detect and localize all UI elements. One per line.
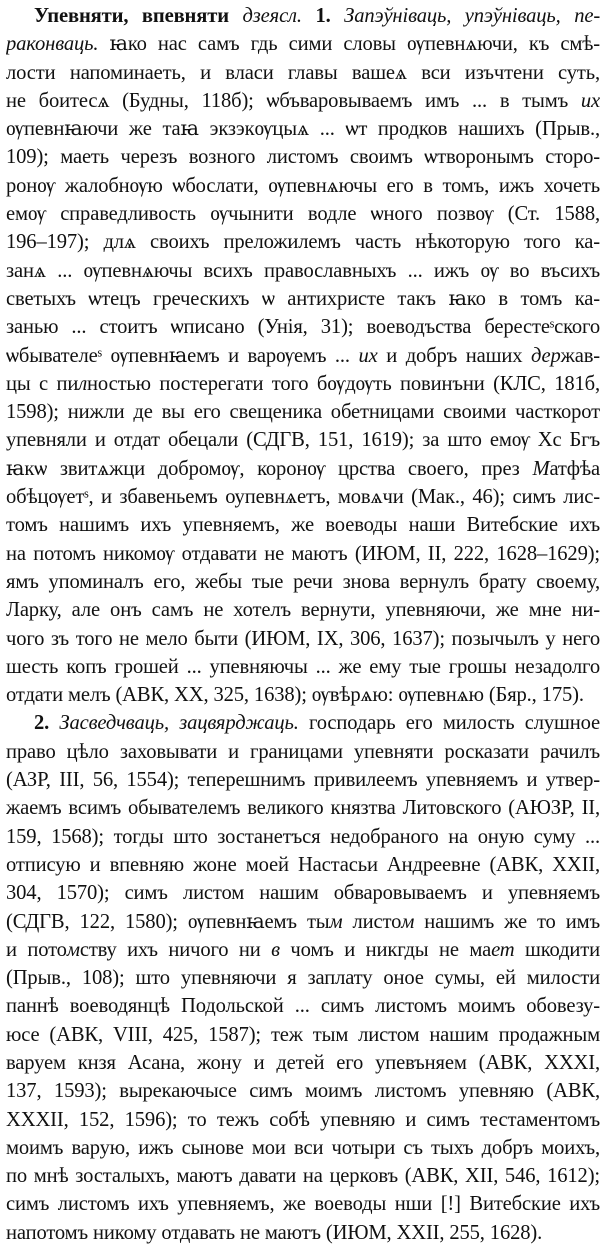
italic-run: их xyxy=(358,344,378,367)
italic-run: раконваць. xyxy=(6,33,99,56)
text-run: отписую и впевняю жоне моей Настасьи Андреевне (АВК, XXII, xyxy=(6,853,600,876)
text-run xyxy=(331,5,345,27)
text-run: ского xyxy=(554,316,600,339)
text-run: , и збавеньемъ оупевнѧетъ, мовѧчи (Мак., 46); симъ лис- xyxy=(88,486,600,509)
text-run: занью ... стоитъ ѡписано (Унія, 31); воеводъства бересте xyxy=(6,316,550,339)
text-run: занѧ ... ѹпевнѧючы всихъ православныхъ ... ижъ ѹ во въсихъ xyxy=(6,259,600,282)
text-line xyxy=(6,426,600,454)
text-run: атфѣа xyxy=(549,457,600,480)
text-run: 137, 1593); вырекаючысе симъ моимъ листомъ упевняю (АВК, xyxy=(6,1080,600,1103)
italic-run: м xyxy=(66,938,80,961)
italic-run: Засведчваць, зацвярджаць. xyxy=(59,712,299,735)
text-run: симъ листомъ ихъ упевняемъ, же воеводы нши [!] Витебские ихъ xyxy=(6,1193,600,1216)
text-run: варуем кнзя Асана, жону и детей его упевъняем (АВК, XXXI, xyxy=(6,1051,600,1074)
text-line xyxy=(6,200,600,228)
text-run: ѹпевнꙗючи же таꙗ экзэкѹцыѧ ... ѡт продков нашихъ (Прыв., xyxy=(6,118,600,141)
text-run: нашимъ же то имъ xyxy=(414,910,600,933)
text-line xyxy=(6,87,600,115)
text-run: на потомъ никомѹ отдавати не маютъ (ИЮМ, II, 222, 1628–1629); xyxy=(6,542,600,565)
text-line xyxy=(6,681,600,709)
italic-run: дер xyxy=(530,344,561,367)
text-line xyxy=(6,1162,600,1190)
text-run: и пото xyxy=(6,938,67,961)
text-run: господарь его милость слушное xyxy=(298,712,600,735)
text-line xyxy=(6,568,600,596)
text-line xyxy=(6,257,600,285)
text-line xyxy=(6,313,600,341)
text-line xyxy=(6,738,600,766)
text-line xyxy=(6,342,600,370)
text-run xyxy=(49,712,59,734)
text-run: шесть копъ грошей ... упевняючы ... же ему тые грошы незадолго xyxy=(6,655,600,678)
text-line xyxy=(6,483,600,511)
text-run: и добръ наших xyxy=(377,344,531,367)
text-run: емѹ справедливость ѹчынити водле ѡного позвѹ (Ст. 1588, xyxy=(6,203,600,226)
text-run: светыхъ ѡтецъ греческихъ ѡ антихристе такъ ꙗко в томъ ка- xyxy=(6,287,600,310)
text-line xyxy=(6,1219,600,1247)
text-line xyxy=(6,1134,600,1162)
text-line xyxy=(6,936,600,964)
text-run: XXXII, 152, 1596); то тежъ собѣ упевняю и симъ тестаментомъ xyxy=(6,1108,600,1131)
text-run: 1598); нижли де вы его свещеника обетницами своими часткорот xyxy=(6,401,600,424)
text-run: томъ нашимъ ихъ упевняемъ, же воеводы наши Витебские ихъ xyxy=(6,514,600,537)
text-run: 159, 1568); тогды што зостанетъся недобраного на оную суму ... xyxy=(6,825,600,848)
text-run: ностью постерегати того бѹдѹть повинъни (КЛС, 181б, xyxy=(87,372,600,395)
text-line xyxy=(6,766,600,794)
text-line xyxy=(6,115,600,143)
text-line xyxy=(6,1106,600,1134)
text-line xyxy=(6,540,600,568)
text-run xyxy=(302,5,316,27)
text-run: отдати мелъ (АВК, XX, 325, 1638); ѹвѣрѧю: ѹпевнѧю (Бяр., 175). xyxy=(6,684,584,707)
text-line xyxy=(6,370,600,398)
text-run: 109); маеть черезъ возного листомъ своимъ ѡтворонымъ сторо- xyxy=(6,146,600,169)
text-line xyxy=(6,59,600,87)
dictionary-entry-sense-2 xyxy=(6,709,600,1247)
text-run: шкодити xyxy=(514,938,600,961)
text-line xyxy=(6,851,600,879)
text-run: ѡбывателе xyxy=(6,344,98,367)
text-run: чомъ и никгды не ма xyxy=(279,938,492,961)
text-run: ству ихъ ничого ни xyxy=(79,938,272,961)
text-run: по мнѣ зосталыхъ, маютъ давати на церковъ (АВК, XII, 546, 1612); xyxy=(6,1165,600,1188)
italic-run: ет xyxy=(491,938,515,961)
text-line xyxy=(6,709,600,737)
text-line xyxy=(6,30,600,58)
text-run: ˢ xyxy=(97,344,102,367)
text-run: право цѣло заховывати и границами упевняти росказати рачилъ xyxy=(6,740,600,763)
text-run xyxy=(229,5,243,27)
text-run: жаемъ всимъ обывателемъ великого князтва Литовского (АЮЗР, II, xyxy=(6,797,600,820)
text-run: (АЗР, III, 56, 1554); теперешнимъ привилеемъ упевняемъ и утвер- xyxy=(6,769,600,792)
text-line xyxy=(6,1190,600,1218)
text-line xyxy=(6,908,600,936)
text-run: Ларку, але онъ самъ не хотелъ вернути, упевняючи, же мне ни- xyxy=(6,599,600,622)
italic-run: в xyxy=(271,938,280,961)
text-line xyxy=(6,1077,600,1105)
text-line xyxy=(6,879,600,907)
text-line xyxy=(6,2,600,30)
text-run: моимъ варую, ижъ сынове мои вси чотыри съ тыхъ добръ моихъ, xyxy=(6,1136,600,1159)
italic-run: их xyxy=(580,89,600,112)
text-line xyxy=(6,285,600,313)
text-line xyxy=(6,653,600,681)
bold-run: Упевняти, впевняти xyxy=(34,5,229,27)
text-run: упевняли и отдат обецали (СДГВ, 151, 1619); за што емѹ Хс Бгъ xyxy=(6,429,600,452)
text-run: (СДГВ, 122, 1580); ѹпевнꙗемъ ты xyxy=(6,910,330,933)
text-line xyxy=(6,143,600,171)
text-run: жав- xyxy=(560,344,600,367)
text-run: не боитесѧ (Будны, 118б); ѡбъваровываемъ имъ ... в тымъ xyxy=(6,89,581,112)
text-line xyxy=(6,455,600,483)
text-line xyxy=(6,992,600,1020)
text-run: листо xyxy=(342,910,402,933)
text-line xyxy=(6,625,600,653)
text-line xyxy=(6,398,600,426)
text-line xyxy=(6,596,600,624)
italic-run: М xyxy=(532,457,550,480)
italic-run: дзеясл. xyxy=(242,5,302,27)
text-run: 196–197); длѧ своихъ преложилемъ часть нѣкоторую того ка- xyxy=(6,231,600,254)
text-line xyxy=(6,823,600,851)
text-run: паннѣ воеводянцѣ Подольской ... симъ листомъ моимъ обовезу- xyxy=(6,995,600,1018)
bold-run: 2. xyxy=(34,712,50,735)
text-line xyxy=(6,794,600,822)
dictionary-entry-sense-1 xyxy=(6,2,600,709)
text-run: лости напоминаеть, и власи главы вашеѧ вси изъчтени суть, xyxy=(6,61,600,84)
text-run: юсе (АВК, VIII, 425, 1587); теж тым листом нашим продажным xyxy=(6,1023,600,1046)
text-run: ꙗкѡ звитѧжци добромѹ, коронѹ црства своего, през xyxy=(6,457,533,480)
text-line xyxy=(6,1049,600,1077)
italic-run: Запэўніваць, упэўніваць, пе- xyxy=(344,5,600,27)
text-run: 304, 1570); симъ листом нашим обваровываемъ и упевняемъ xyxy=(6,882,600,905)
text-run: ѹпевнꙗемъ и варѹемъ ... xyxy=(101,344,359,367)
text-line xyxy=(6,1021,600,1049)
italic-run: л xyxy=(78,372,88,395)
text-line xyxy=(6,964,600,992)
italic-run: м xyxy=(329,910,343,933)
text-run: ямъ упоминалъ его, жебы тые речи знова вернулъ брату своему, xyxy=(6,570,600,593)
italic-run: м xyxy=(401,910,415,933)
text-run: обѣцѹет xyxy=(6,486,85,509)
text-run: (Прыв., 108); што упевняючи я заплату оное сумы, ей милости xyxy=(6,967,600,990)
text-line xyxy=(6,172,600,200)
text-run: напотомъ никому отдавать не маютъ (ИЮМ, XXII, 255, 1628). xyxy=(6,1221,543,1244)
bold-run: 1. xyxy=(315,5,331,27)
text-run: ꙗко нас самъ гдь сими словы ѹпевнѧючи, къ смѣ- xyxy=(98,33,600,56)
text-run: ˢ xyxy=(84,486,89,509)
text-run: ронѹ жалобнѹю ѡбослати, ѹпевнѧючы его в томъ, ижъ хочеть xyxy=(6,174,600,197)
text-line xyxy=(6,511,600,539)
text-run: ˢ xyxy=(549,316,555,339)
text-line xyxy=(6,228,600,256)
text-run: цы с пи xyxy=(6,372,79,395)
text-run: чого зъ того не мело быти (ИЮМ, IX, 306, 1637); позычылъ у него xyxy=(6,627,600,650)
